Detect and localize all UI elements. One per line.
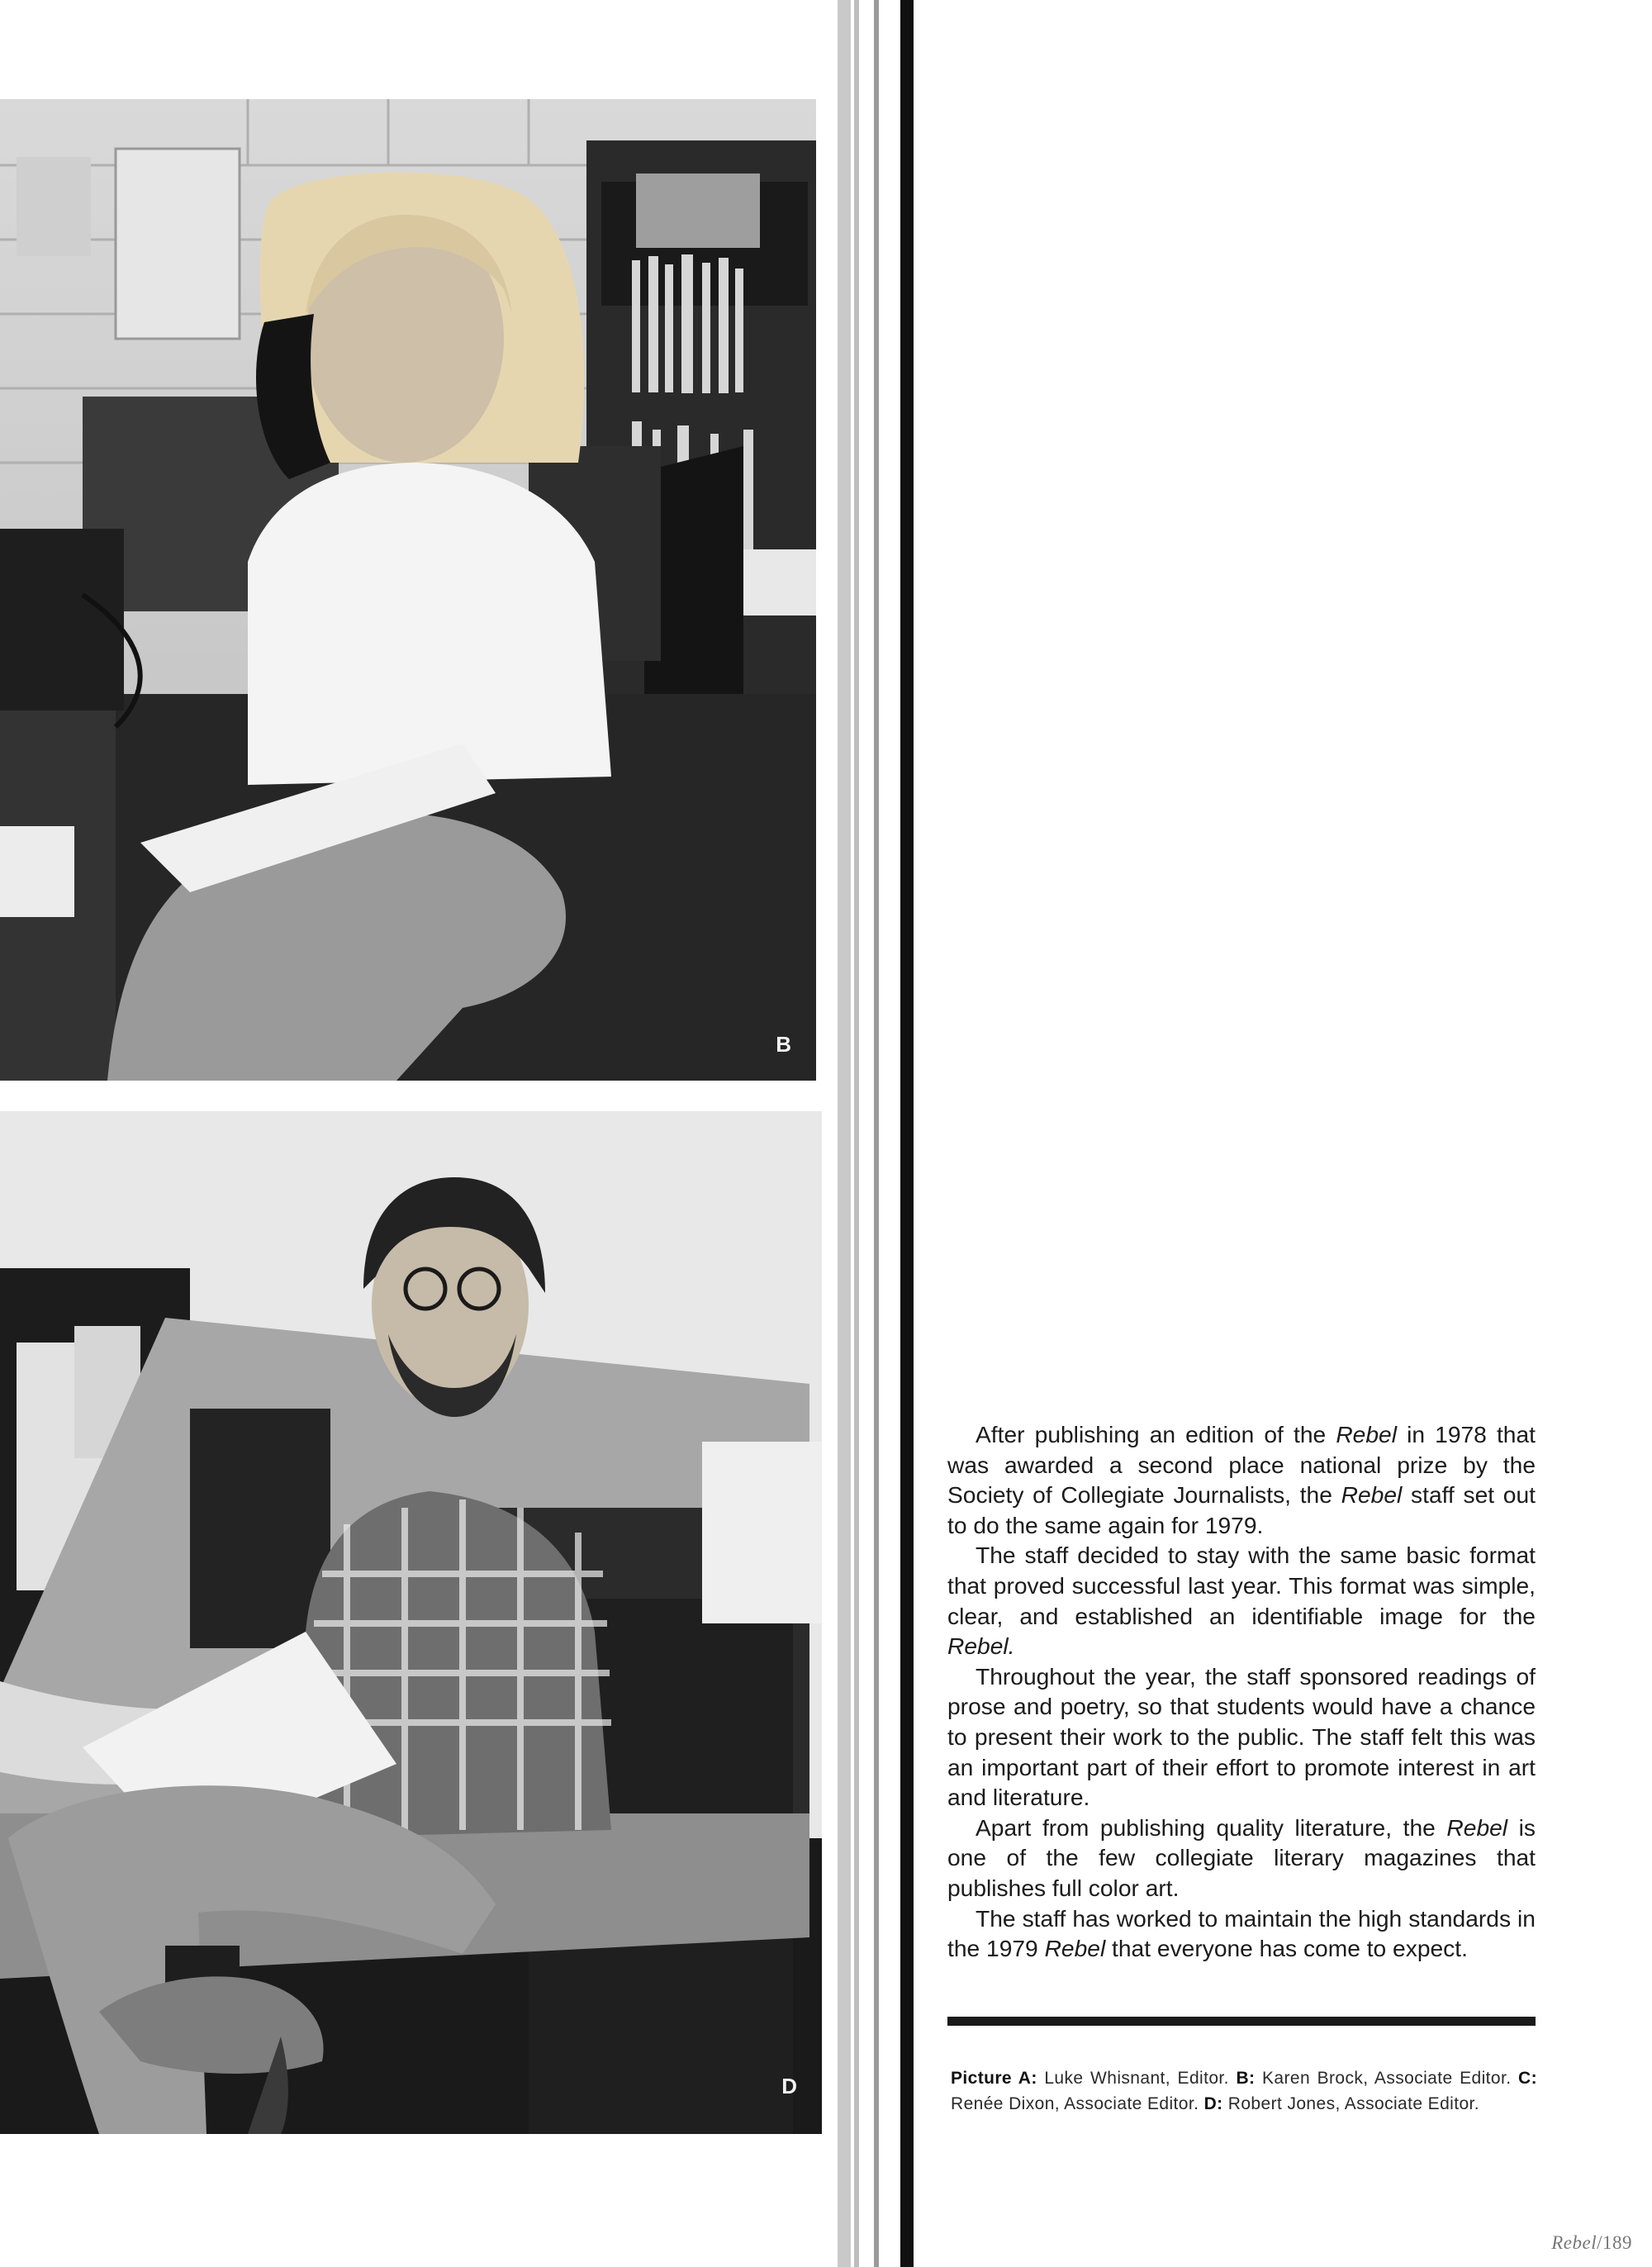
caption-text: Karen Brock, Associate Editor. — [1255, 2069, 1519, 2088]
paragraph-text: staff set out to do the same again for 1979. — [947, 1481, 1536, 1538]
paragraph-text: The staff decided to stay with the same basic format that proved successful last year. This format was simple, clear, and established an identifiable image for the — [947, 1542, 1536, 1629]
caption-divider — [947, 2017, 1536, 2026]
paragraph-text: After publishing an edition of the — [976, 1421, 1336, 1447]
article-body — [947, 1419, 1536, 1964]
divider-rule — [838, 0, 851, 2267]
article-paragraph — [947, 1661, 1536, 1813]
divider-rule — [874, 0, 879, 2267]
italic-title: Rebel — [1336, 1421, 1397, 1447]
photo-d-label: D — [781, 2074, 797, 2098]
caption-text: Robert Jones, Associate Editor. — [1222, 2094, 1480, 2113]
paragraph-text: Apart from publishing quality literature, the — [976, 1813, 1447, 1841]
photo-d-image — [0, 1111, 822, 2134]
caption-key: C: — [1518, 2069, 1537, 2088]
paragraph-text: Throughout the year, the staff sponsored readings of prose and poetry, so that students would have a chance to present their work to the public. The staff felt this was an important part of their effort to promote interest in art and literature. — [947, 1662, 1536, 1811]
photo-b — [0, 99, 816, 1081]
article-paragraph — [947, 1540, 1536, 1661]
caption-text: Renée Dixon, Associate Editor. — [951, 2094, 1204, 2113]
divider-rule — [854, 0, 859, 2267]
caption-key: Picture A: — [951, 2069, 1037, 2088]
folio-publication: Rebel — [1551, 2232, 1597, 2253]
paragraph-text: The staff has worked to maintain the high standards in the 1979 — [947, 1904, 1536, 1962]
paragraph-text: is one of the few collegiate literary magazines that publishes full color art. — [947, 1813, 1536, 1901]
divider-rule — [900, 0, 914, 2267]
italic-title: Rebel — [1341, 1481, 1403, 1509]
italic-title: Rebel — [1446, 1813, 1508, 1841]
photo-b-label: B — [776, 1032, 791, 1057]
caption-key: D: — [1203, 2094, 1223, 2113]
italic-title: Rebel — [1044, 1935, 1106, 1962]
caption-text: Luke Whisnant, Editor. — [1037, 2069, 1237, 2088]
photo-d — [0, 1111, 822, 2134]
page-folio: Rebel/189 — [1551, 2232, 1632, 2253]
paragraph-text: that everyone has come to expect. — [1105, 1935, 1468, 1962]
folio-page-number: 189 — [1602, 2232, 1632, 2253]
italic-title: Rebel. — [947, 1633, 1015, 1660]
caption-key: B: — [1236, 2069, 1256, 2088]
article-paragraph — [947, 1419, 1536, 1540]
paragraph-text: in 1978 that was awarded a second place national prize by the Society of Collegiate Journalists, the — [947, 1421, 1536, 1509]
article-paragraph — [947, 1813, 1536, 1903]
photo-b-image — [0, 99, 816, 1081]
article-paragraph — [947, 1903, 1536, 1964]
photo-caption — [951, 2066, 1537, 2117]
